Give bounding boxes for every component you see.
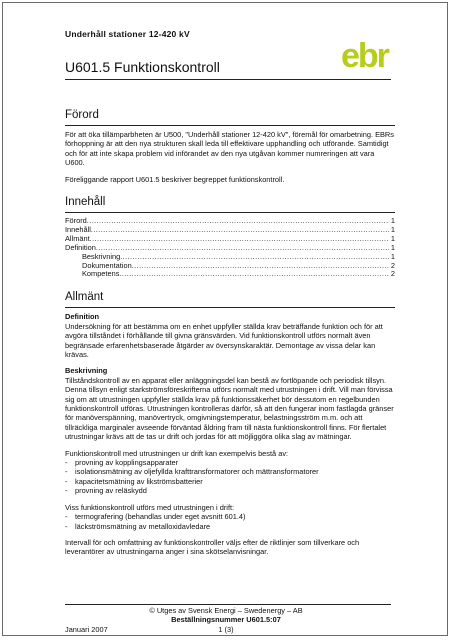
footer-copyright: © Utges av Svensk Energi – Swedenergy – AB: [149, 606, 303, 615]
section-heading-innehall: Innehåll: [65, 196, 106, 209]
list-ur-drift: [65, 458, 395, 496]
toc-page: 1: [390, 233, 395, 243]
toc-label: Dokumentation: [82, 260, 132, 270]
toc-page: 2: [390, 269, 395, 279]
toc-subentry[interactable]: [65, 270, 395, 279]
toc-label: Förord: [65, 216, 87, 226]
list-item: - isolationsmätning av oljefyllda krafttransformatorer och mättransformatorer: [65, 467, 395, 476]
toc-leader: [91, 226, 389, 235]
footer-page-number: 1 (3): [218, 625, 234, 634]
toc-page: 1: [390, 224, 395, 234]
list-item: - läckströmsmätning av metalloxidavledare: [65, 522, 395, 531]
list-i-drift: [65, 512, 395, 531]
document-body: [65, 109, 395, 569]
toc-leader: [132, 262, 389, 271]
toc-leader: [96, 244, 389, 253]
toc-entry[interactable]: [65, 217, 395, 226]
forord-paragraph-2: Föreliggande rapport U601.5 beskriver begreppet funktionskontroll.: [65, 174, 285, 184]
section-innehall: [65, 196, 395, 279]
list2-intro: Viss funktionskontroll utförs med utrustningen i drift:: [65, 502, 235, 512]
document-page: [2, 2, 448, 636]
toc-leader: [119, 270, 388, 279]
section-heading-forord: Förord: [65, 109, 99, 121]
svg-text:ebr: ebr: [341, 37, 388, 75]
closing-paragraph: Intervall för och omfattning av funktionskontroller väljs efter de riktlinjer som tillverkare och leverantörer av utrustningarna anger i sina skötselanvisningar.: [65, 537, 360, 557]
toc-label: Allmänt: [65, 233, 90, 243]
list-item: - provning av kopplingsapparater: [65, 458, 395, 467]
subheading-beskrivning: Beskrivning: [65, 366, 108, 376]
beskrivning-paragraph: Tillståndskontroll av en apparat eller anläggningsdel kan bestå av fortlöpande och periodisk tillsyn. Denna tillsyn enligt starkströmsföreskrifterna utförs normalt med utrustningen i drift. Vill man förvissa sig om att utrustningen uppfyller ställda krav på funktionssäkerhet bör dessutom en regelbunden funktionskontroll utföras. Utrustningen kontrolleras därför, så att den fungerar inom fastlagda gränser för manöverspänning, manövertryck, omgivningstemperatur, belastningsström m.m. och att tillräckliga marginaler avseende förväntad åldring fram till nästa funktionskontroll finns. För flertalet utrustningar krävs att de tas ur drift och jordas för att möjliggöra olika slag av mätningar.: [65, 375, 394, 442]
ebr-logo: [339, 37, 399, 75]
footer-order-number: Beställningsnummer U601.5:07: [171, 615, 281, 624]
section-forord: [65, 109, 395, 184]
footer-divider: [65, 604, 391, 605]
list-item: - kapacitetsmätning av likströmsbatterier: [65, 477, 395, 486]
forord-paragraph-1: För att öka tillämparbheten är U500, "Underhåll stationer 12-420 kV", föremål för omarbetning. EBRs förhoppning är att den nya strukturen skall leda till effektivare upphandling och utförande. Samtidigt och för att inte skapa problem vid införandet av den nya utgåvan kommer numreringen att vara U600.: [65, 130, 394, 168]
toc-entry[interactable]: [65, 235, 395, 244]
list-item: - termografering (behandlas under eget avsnitt 601.4): [65, 512, 395, 521]
toc-label: Definition: [65, 242, 96, 252]
toc-page: 1: [390, 251, 395, 261]
toc-page: 1: [390, 216, 395, 226]
series-title: Underhåll stationer 12-420 kV: [65, 29, 190, 39]
subheading-definition: Definition: [65, 312, 100, 322]
section-divider: [65, 212, 395, 213]
section-divider: [65, 307, 395, 308]
toc-page: 2: [390, 260, 395, 270]
section-allmant: [65, 291, 395, 556]
title-divider: [65, 79, 391, 80]
toc-label: Kompetens: [82, 269, 120, 279]
document-title: U601.5 Funktionskontroll: [65, 59, 220, 75]
toc-leader: [90, 235, 389, 244]
section-divider: [65, 125, 395, 126]
toc-entry[interactable]: [65, 226, 395, 235]
toc-leader: [87, 217, 389, 226]
table-of-contents: [65, 217, 395, 279]
definition-paragraph: Undersökning för att bestämma om en enhet uppfyller ställda krav beträffande funktion och för att avgöra tillståndet i förhållande till givna gränsvärden. Vid funktionskontroll utförs normalt även begränsade erfarenhetsbaserade åtgärder av översynskaraktär. Demontage av vissa delar kan krävas.: [65, 321, 383, 359]
list1-intro: Funktionskontroll med utrustningen ur drift kan exempelvis bestå av:: [65, 448, 289, 458]
toc-label: Beskrivning: [82, 251, 121, 261]
toc-leader: [120, 253, 389, 262]
list-item: - provning av reläskydd: [65, 486, 395, 495]
toc-page: 1: [390, 242, 395, 252]
footer-date: Januari 2007: [65, 625, 108, 634]
section-heading-allmant: Allmänt: [65, 291, 104, 304]
toc-label: Innehåll: [65, 224, 91, 234]
